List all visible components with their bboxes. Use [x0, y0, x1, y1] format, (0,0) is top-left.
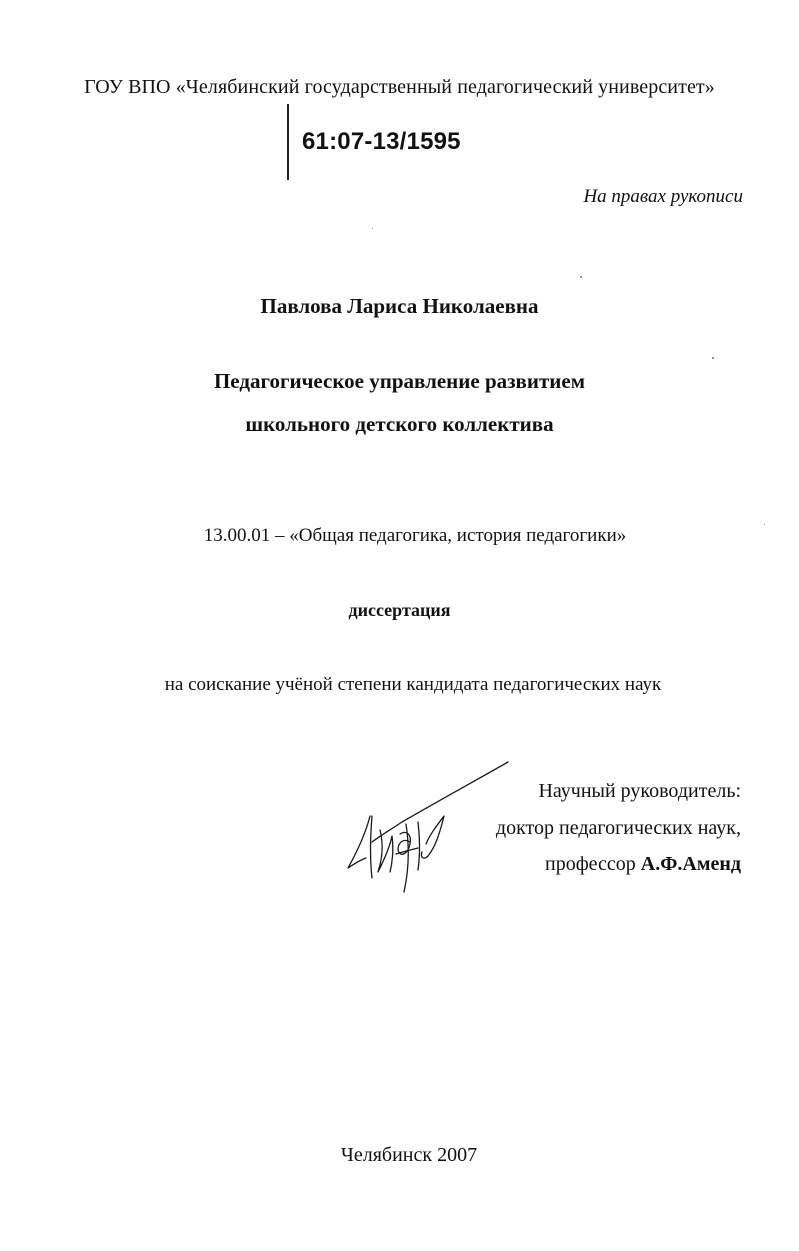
- supervisor-label: Научный руководитель:: [538, 780, 741, 802]
- handwritten-signature: [340, 760, 520, 900]
- manuscript-rights-note: На правах рукописи: [583, 186, 743, 207]
- author-name: Павлова Лариса Николаевна: [260, 294, 539, 318]
- supervisor-name: А.Ф.Аменд: [640, 853, 741, 875]
- document-type: диссертация: [348, 600, 451, 620]
- supervisor-title-and-name: [545, 853, 741, 876]
- stamp-divider: [287, 104, 289, 180]
- thesis-title-line-2: школьного детского коллектива: [245, 412, 554, 436]
- institution-name: ГОУ ВПО «Челябинский государственный педагогический университет»: [84, 76, 715, 98]
- supervisor-degree: доктор педагогических наук,: [495, 817, 741, 839]
- supervisor-title: профессор: [544, 853, 636, 875]
- scan-speck: [372, 228, 373, 229]
- scan-speck: [712, 357, 714, 359]
- library-stamp-number: 61:07-13/1595: [302, 128, 461, 155]
- degree-statement: на соискание учёной степени кандидата педагогических наук: [164, 674, 662, 695]
- specialty-code: 13.00.01 – «Общая педагогика, история педагогики»: [203, 525, 627, 546]
- scan-speck: [764, 524, 765, 525]
- scan-speck: [580, 276, 582, 278]
- city-and-year: Челябинск 2007: [340, 1144, 478, 1166]
- thesis-title-line-1: Педагогическое управление развитием: [213, 369, 586, 393]
